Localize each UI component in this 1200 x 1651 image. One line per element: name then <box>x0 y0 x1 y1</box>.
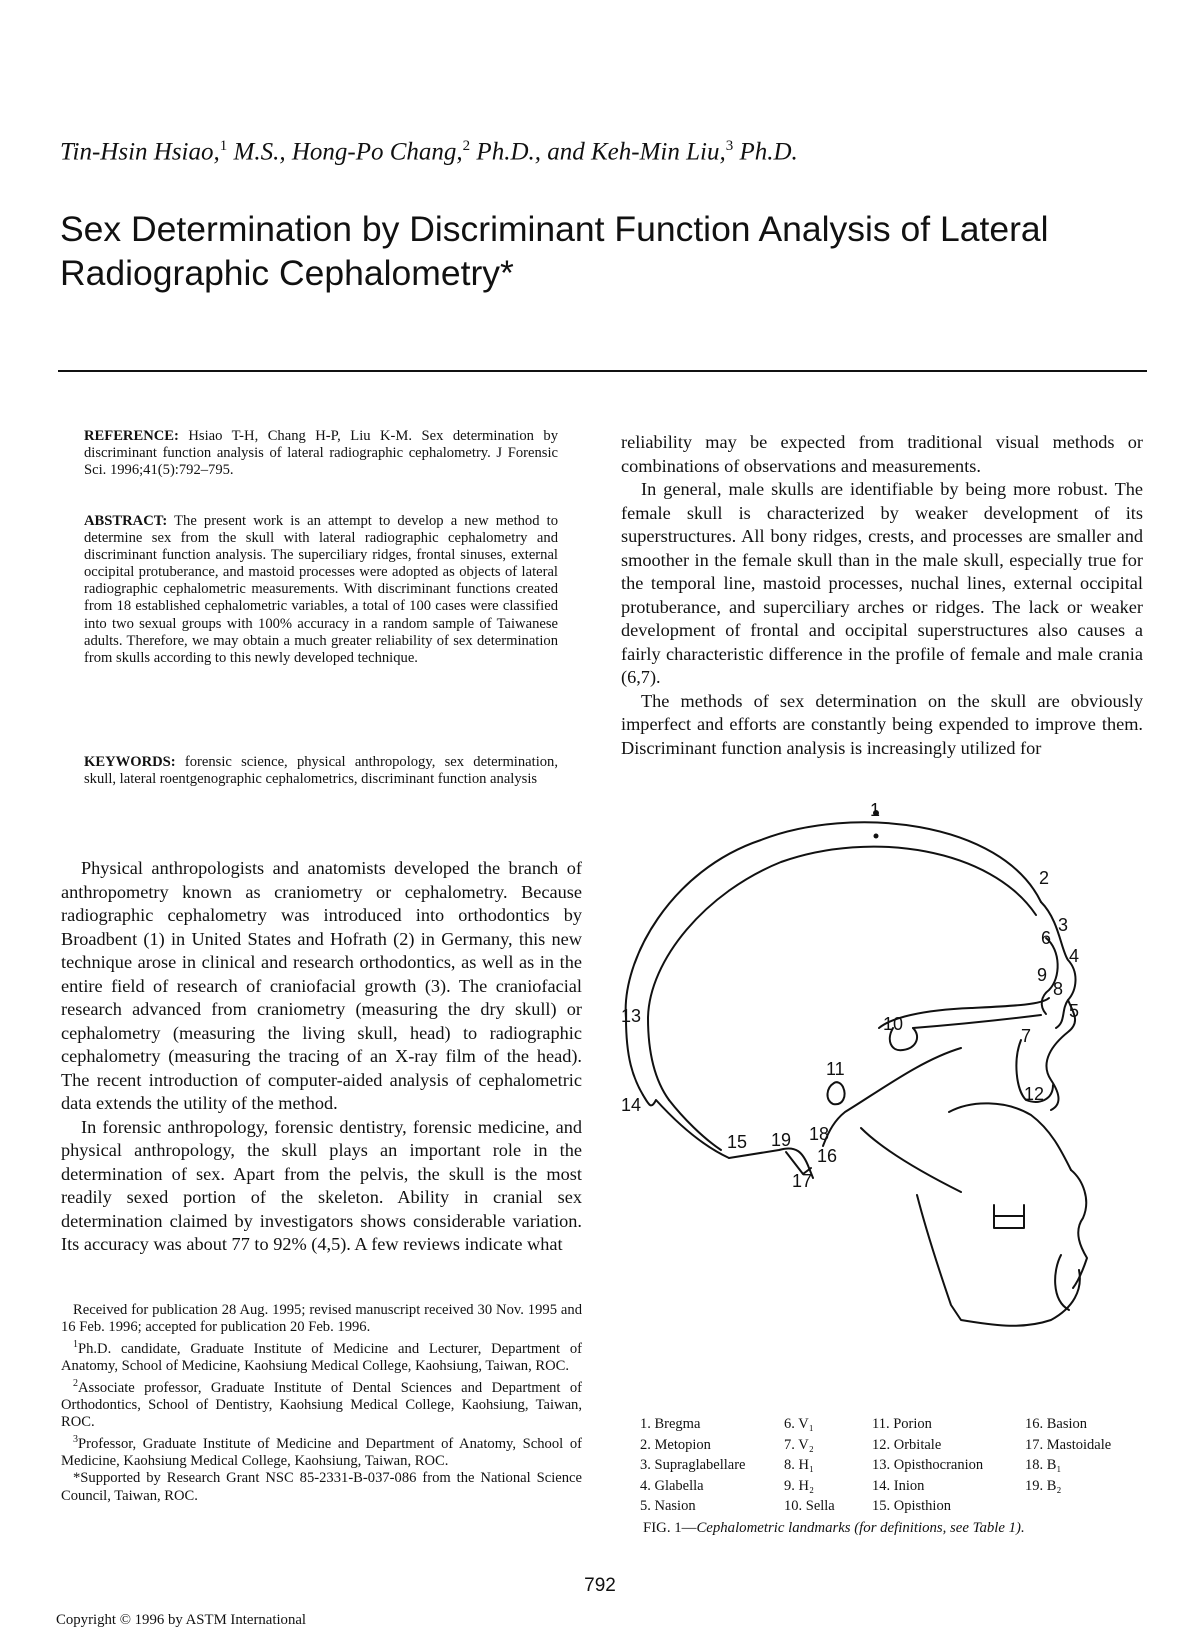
landmark-number: 6 <box>1041 928 1052 948</box>
author-1-degree: M.S., <box>227 138 292 166</box>
skull-tracing-drawing <box>621 800 1145 1400</box>
legend-item: 10. Sella <box>784 1498 835 1514</box>
legend-item: 4. Glabella <box>640 1477 704 1494</box>
legend-item: 2. Metopion <box>640 1436 711 1453</box>
landmark-number: 1 <box>870 800 881 820</box>
reference-block <box>84 428 558 479</box>
landmark-number: 16 <box>817 1146 838 1166</box>
legend-item: 7. V₂ <box>784 1436 814 1453</box>
figure-caption-text: Cephalometric landmarks (for definitions, see Table 1). <box>696 1520 1025 1536</box>
legend-column-1 <box>640 1414 746 1517</box>
keywords-text: forensic science, physical anthropology, sex determination, skull, lateral roentgenographic cephalometrics, discriminant function analysis <box>84 754 558 788</box>
legend-item: 18. B₁ <box>1025 1457 1062 1473</box>
landmark-number: 17 <box>792 1171 813 1191</box>
abstract-text: The present work is an attempt to develop a new method to determine sex from the skull with lateral radiographic cephalometry and discriminant function analysis. The superciliary ridges, frontal sinuses, external occipital protuberance, and mastoid processes were adopted as objects of lateral radiographic cephalometric measurements. With discriminant functions created from 18 established cephalometric variables, a total of 100 cases were classified into two sexual groups with 100% accuracy in a random sample of Taiwanese adults. Therefore, we may obtain a much greater reliability of sex determination from skulls according to this newly developed technique. <box>84 513 558 666</box>
legend-item: 15. Opisthion <box>872 1498 951 1514</box>
footnote-1-mark: 1 <box>73 1339 78 1351</box>
footnote-support: *Supported by Research Grant NSC 85-2331-B-037-086 from the National Science Council, Taiwan, ROC. <box>61 1470 582 1504</box>
landmark-number: 11 <box>826 1059 845 1079</box>
inner-occipital <box>669 1100 721 1150</box>
legend-item: 14. Inion <box>872 1477 925 1494</box>
author-3-degree: Ph.D. <box>733 138 798 166</box>
author-line <box>60 130 1060 168</box>
landmark-number: 13 <box>621 1006 642 1026</box>
landmark-number: 2 <box>1039 868 1050 888</box>
legend-item: 12. Orbitale <box>872 1436 942 1453</box>
author-1-name: Tin-Hsin Hsiao, <box>60 138 220 166</box>
landmark-number: 14 <box>621 1095 642 1115</box>
legend-item: 3. Supraglabellare <box>640 1457 746 1473</box>
author-2-degree: Ph.D., and <box>470 138 591 166</box>
author-1-affiliation-mark: 1 <box>219 138 228 154</box>
porion-outline <box>827 1082 844 1104</box>
intro-paragraph-2: In forensic anthropology, forensic dentistry, forensic medicine, and physical anthropology, the skull plays an important role in the determination of sex. Apart from the pelvis, the skull is the most readily sexed portion of the skeleton. Ability in cranial sex determination claimed by investigators shows considerable variation. Its accuracy was about 77 to 92% (4,5). A few reviews indicate what <box>61 1116 582 1254</box>
intro-paragraph-1: Physical anthropologists and anatomists developed the branch of anthropometry known as craniometry or cephalometry. Because radiographic cephalometry was introduced into orthodontics by Broadbent (1) in United States and Hofrath (2) in Germany, this new technique arose in clinical and research orthodontics, as well as in the entire field of research of craniofacial growth (3). The craniofacial research advanced from craniometry (measuring the dry skull) or cephalometry (measuring the living skull, head) to radiographic cephalometry (measuring the tracing of an X-ray film of the head). The recent introduction of computer-aided analysis of cephalometric data extends the utility of the method. <box>61 858 582 1113</box>
bregma-inner-point <box>874 834 879 839</box>
figure-caption <box>643 1519 1163 1538</box>
ramus-line <box>861 1128 961 1192</box>
page-number: 792 <box>584 1575 616 1596</box>
keywords-block <box>84 754 558 788</box>
legend-item: 8. H₁ <box>784 1457 815 1473</box>
keywords-label: KEYWORDS: <box>84 754 176 770</box>
author-2-affiliation-mark: 2 <box>462 138 471 154</box>
landmark-number: 18 <box>809 1124 830 1144</box>
right-paragraph-continued: reliability may be expected from traditional visual methods or combinations of observations and measurements. <box>621 432 1143 476</box>
abstract-label: ABSTRACT: <box>84 513 168 529</box>
landmark-number: 4 <box>1069 946 1080 966</box>
footnote-3-text: Professor, Graduate Institute of Medicine and Department of Anatomy, School of Medicine, Kaohsiung Medical College, Kaohsiung, Taiwan, ROC. <box>61 1436 582 1470</box>
landmark-number: 9 <box>1037 965 1048 985</box>
landmark-number: 5 <box>1069 1001 1080 1021</box>
legend-item: 16. Basion <box>1025 1416 1088 1432</box>
skull-tracing-figure <box>621 800 1145 1400</box>
intro-column <box>61 857 582 1257</box>
legend-column-3 <box>872 1414 983 1517</box>
outer-cranial-vault <box>626 822 1041 1095</box>
footnote-received: Received for publication 28 Aug. 1995; revised manuscript received 30 Nov. 1995 and 16 Feb. 1996; accepted for publication 20 Feb. 1996. <box>61 1302 582 1336</box>
footnote-2-text: Associate professor, Graduate Institute of Dental Sciences and Department of Orthodontics, School of Dentistry, Kaohsiung Medical College, Kaohsiung, Taiwan, ROC. <box>61 1380 582 1431</box>
copyright-notice: Copyright © 1996 by ASTM International <box>56 1612 307 1628</box>
maxilla-outline <box>949 1103 1071 1170</box>
author-3-affiliation-mark: 3 <box>725 138 734 154</box>
reference-text: Hsiao T-H, Chang H-P, Liu K-M. Sex determination by discriminant function analysis of lateral radiographic cephalometry. J Forensic Sci. 1996;41(5):792–795. <box>84 428 558 479</box>
legend-item: 6. V₁ <box>784 1416 814 1432</box>
landmark-number: 10 <box>883 1014 904 1034</box>
tooth-outline <box>994 1205 1024 1228</box>
legend-item: 13. Opisthocranion <box>872 1457 984 1473</box>
landmark-number: 8 <box>1053 979 1064 999</box>
chin-contour <box>1055 1255 1069 1310</box>
landmark-number: 12 <box>1024 1084 1045 1104</box>
footnote-3 <box>61 1431 582 1470</box>
landmark-number: 7 <box>1021 1026 1032 1046</box>
figure-caption-label: FIG. 1— <box>643 1520 697 1536</box>
legend-item: 9. H₂ <box>784 1477 815 1494</box>
footnote-2 <box>61 1375 582 1431</box>
landmark-number: 3 <box>1058 915 1069 935</box>
legend-item: 11. Porion <box>872 1416 932 1432</box>
legend-item: 1. Bregma <box>640 1416 701 1432</box>
footnote-1-text: Ph.D. candidate, Graduate Institute of Medicine and Lecturer, Department of Anatomy, School of Medicine, Kaohsiung Medical College, Kaohsiung, Taiwan, ROC. <box>61 1341 582 1375</box>
right-paragraph-1: In general, male skulls are identifiable by being more robust. The female skull is characterized by weaker development of its superstructures. All bony ridges, crests, and processes are smaller and smoother in the female skull than in the male skull, especially true for the temporal line, mastoid processes, nuchal lines, external occipital protuberance, and superciliary arches or ridges. The lack or weaker development of frontal and occipital superstructures also causes a fairly characteristic difference in the profile of female and male crania (6,7). <box>621 479 1143 687</box>
author-2-name: Hong-Po Chang, <box>291 138 463 166</box>
abstract-block <box>84 513 558 667</box>
legend-item: 5. Nasion <box>640 1498 696 1514</box>
mandible-outline <box>917 1195 1080 1326</box>
reference-label: REFERENCE: <box>84 428 179 444</box>
legend-item: 19. B₂ <box>1025 1477 1062 1494</box>
footnote-2-mark: 2 <box>73 1378 78 1390</box>
right-column-text <box>621 431 1143 760</box>
landmark-number: 15 <box>727 1132 748 1152</box>
landmark-number: 19 <box>771 1130 792 1150</box>
author-3-name: Keh-Min Liu, <box>591 138 726 166</box>
right-paragraph-2: The methods of sex determination on the skull are obviously imperfect and efforts are constantly being expended to improve them. Discriminant function analysis is increasingly utilized for <box>621 690 1143 758</box>
footnote-3-mark: 3 <box>73 1434 78 1446</box>
footnote-1 <box>61 1336 582 1375</box>
legend-column-2 <box>784 1414 835 1517</box>
paper-title: Sex Determination by Discriminant Function Analysis of Lateral Radiographic Cephalometry* <box>60 209 1049 293</box>
legend-item: 17. Mastoidale <box>1025 1436 1112 1453</box>
legend-column-4 <box>1025 1414 1111 1496</box>
title-divider <box>58 370 1147 372</box>
occipital-contour <box>643 1095 729 1158</box>
footnotes <box>61 1302 582 1505</box>
